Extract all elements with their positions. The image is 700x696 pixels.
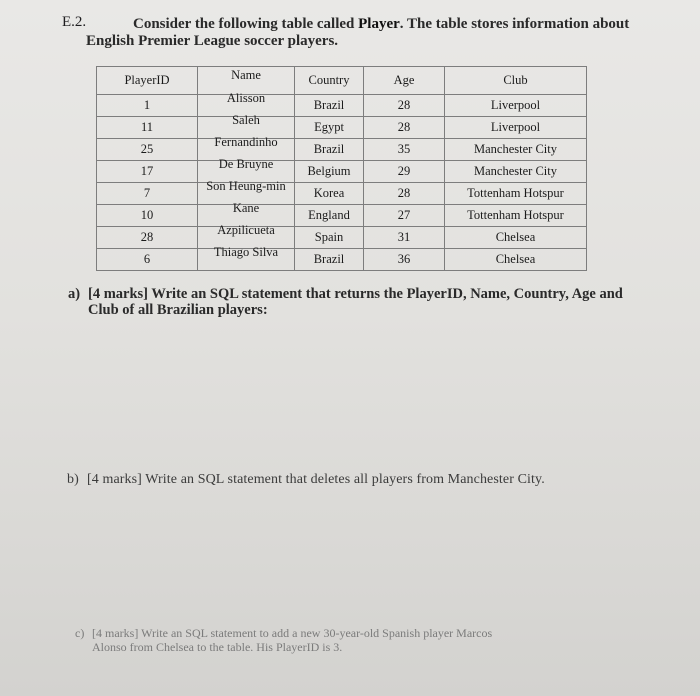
- question-intro-line2: English Premier League soccer players.: [86, 33, 339, 49]
- cell-name: Son Heung-min: [198, 183, 295, 205]
- cell-name: Alisson: [198, 95, 295, 117]
- column-header-club: Club: [445, 67, 587, 95]
- cell-country: Belgium: [295, 161, 364, 183]
- question-a-label: a): [68, 286, 81, 302]
- cell-age: 31: [364, 227, 445, 249]
- question-b: [67, 472, 545, 488]
- table-row: [97, 139, 587, 161]
- cell-playerid: 17: [97, 161, 198, 183]
- cell-age: 28: [364, 183, 445, 205]
- question-a-text-line2: Club of all Brazilian players:: [88, 302, 268, 318]
- cell-playerid: 25: [97, 139, 198, 161]
- question-intro-line1: [133, 16, 629, 33]
- question-c: [75, 626, 492, 654]
- table-row: [97, 205, 587, 227]
- cell-age: 28: [364, 117, 445, 139]
- table-row: [97, 117, 587, 139]
- cell-name: Fernandinho: [198, 139, 295, 161]
- question-a-text-line1: [4 marks] Write an SQL statement that returns the PlayerID, Name, Country, Age and: [88, 286, 623, 302]
- question-c-label: c): [75, 626, 85, 640]
- cell-age: 28: [364, 95, 445, 117]
- cell-country: Spain: [295, 227, 364, 249]
- cell-club: Tottenham Hotspur: [445, 183, 587, 205]
- cell-age: 36: [364, 249, 445, 271]
- cell-club: Tottenham Hotspur: [445, 205, 587, 227]
- cell-playerid: 28: [97, 227, 198, 249]
- table-row: [97, 183, 587, 205]
- cell-club: Chelsea: [445, 249, 587, 271]
- cell-playerid: 11: [97, 117, 198, 139]
- question-b-label: b): [67, 472, 79, 487]
- table-row: [97, 227, 587, 249]
- question-b-text: [4 marks] Write an SQL statement that deletes all players from Manchester City.: [87, 472, 545, 487]
- cell-playerid: 1: [97, 95, 198, 117]
- cell-playerid: 10: [97, 205, 198, 227]
- cell-name: Kane: [198, 205, 295, 227]
- question-a: [68, 286, 623, 318]
- cell-club: Chelsea: [445, 227, 587, 249]
- column-header-age: Age: [364, 67, 445, 95]
- cell-playerid: 7: [97, 183, 198, 205]
- table-row: [97, 161, 587, 183]
- intro-suffix: . The table stores information about: [399, 16, 630, 32]
- cell-club: Liverpool: [445, 95, 587, 117]
- cell-name: Thiago Silva: [198, 249, 295, 271]
- table-row: [97, 249, 587, 271]
- cell-club: Liverpool: [445, 117, 587, 139]
- column-header-name: Name: [198, 67, 295, 95]
- cell-name: Saleh: [198, 117, 295, 139]
- cell-country: Egypt: [295, 117, 364, 139]
- cell-country: Korea: [295, 183, 364, 205]
- table-name: Player: [358, 16, 400, 32]
- table-row: [97, 95, 587, 117]
- question-c-text-line1: [4 marks] Write an SQL statement to add a new 30-year-old Spanish player Marcos: [92, 626, 493, 640]
- cell-country: Brazil: [295, 95, 364, 117]
- cell-age: 29: [364, 161, 445, 183]
- question-number: E.2.: [62, 14, 87, 30]
- column-header-playerid: PlayerID: [97, 67, 198, 95]
- intro-prefix: Consider the following table called: [133, 16, 359, 32]
- cell-club: Manchester City: [445, 161, 587, 183]
- cell-country: Brazil: [295, 249, 364, 271]
- cell-name: Azpilicueta: [198, 227, 295, 249]
- cell-playerid: 6: [97, 249, 198, 271]
- table-header-row: [97, 67, 587, 95]
- cell-club: Manchester City: [445, 139, 587, 161]
- cell-age: 35: [364, 139, 445, 161]
- cell-country: Brazil: [295, 139, 364, 161]
- cell-country: England: [295, 205, 364, 227]
- column-header-country: Country: [295, 67, 364, 95]
- player-table: [96, 66, 587, 271]
- question-c-text-line2: Alonso from Chelsea to the table. His PlayerID is 3.: [92, 640, 343, 654]
- cell-age: 27: [364, 205, 445, 227]
- cell-name: De Bruyne: [198, 161, 295, 183]
